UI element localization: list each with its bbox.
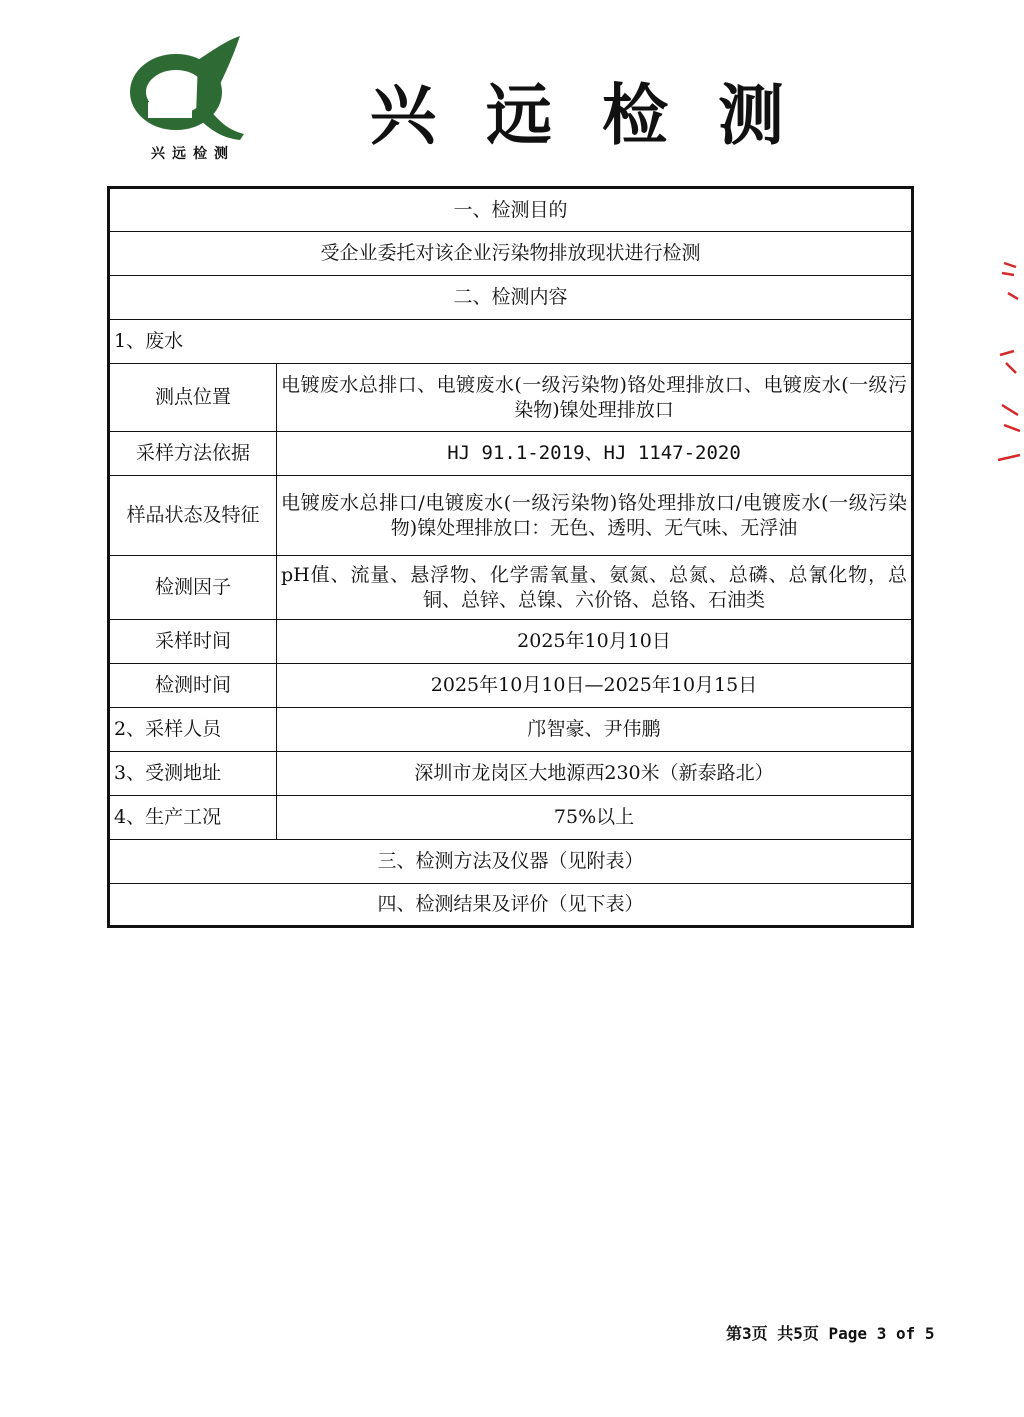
purpose-text: 受企业委托对该企业污染物排放现状进行检测 (109, 232, 913, 276)
wastewater-label: 1、废水 (109, 320, 913, 364)
row-label: 3、受测地址 (109, 752, 277, 796)
row-value: 2025年10月10日—2025年10月15日 (277, 664, 913, 708)
brand-title: 兴远检测 (370, 76, 834, 154)
row-label: 检测因子 (109, 556, 277, 620)
row-label: 样品状态及特征 (109, 476, 277, 556)
row-label: 2、采样人员 (109, 708, 277, 752)
row-label: 4、生产工况 (109, 796, 277, 840)
red-stamp-edge (994, 255, 1024, 475)
row-label: 测点位置 (109, 364, 277, 432)
row-value: 邝智豪、尹伟鹏 (277, 708, 913, 752)
content-heading: 二、检测内容 (109, 276, 913, 320)
page-number: 第3页 共5页 Page 3 of 5 (726, 1324, 935, 1343)
row-label: 检测时间 (109, 664, 277, 708)
row-value: HJ 91.1-2019、HJ 1147-2020 (277, 432, 913, 476)
report-table (107, 186, 914, 928)
row-value: 电镀废水总排口/电镀废水(一级污染物)铬处理排放口/电镀废水(一级污染物)镍处理排放口：无色、透明、无气味、无浮油 (277, 476, 913, 556)
row-value: 75%以上 (277, 796, 913, 840)
row-value: 2025年10月10日 (277, 620, 913, 664)
logo-caption: 兴远检测 (151, 146, 235, 162)
method-heading: 三、检测方法及仪器（见附表） (109, 840, 913, 884)
row-label: 采样方法依据 (109, 432, 277, 476)
purpose-heading: 一、检测目的 (109, 188, 913, 232)
row-label: 采样时间 (109, 620, 277, 664)
row-value: pH值、流量、悬浮物、化学需氧量、氨氮、总氮、总磷、总氰化物，总铜、总锌、总镍、六价铬、总铬、石油类 (277, 556, 913, 620)
row-value: 电镀废水总排口、电镀废水(一级污染物)铬处理排放口、电镀废水(一级污染物)镍处理排放口 (277, 364, 913, 432)
row-value: 深圳市龙岗区大地源西230米（新泰路北） (277, 752, 913, 796)
result-heading: 四、检测结果及评价（见下表） (109, 884, 913, 927)
